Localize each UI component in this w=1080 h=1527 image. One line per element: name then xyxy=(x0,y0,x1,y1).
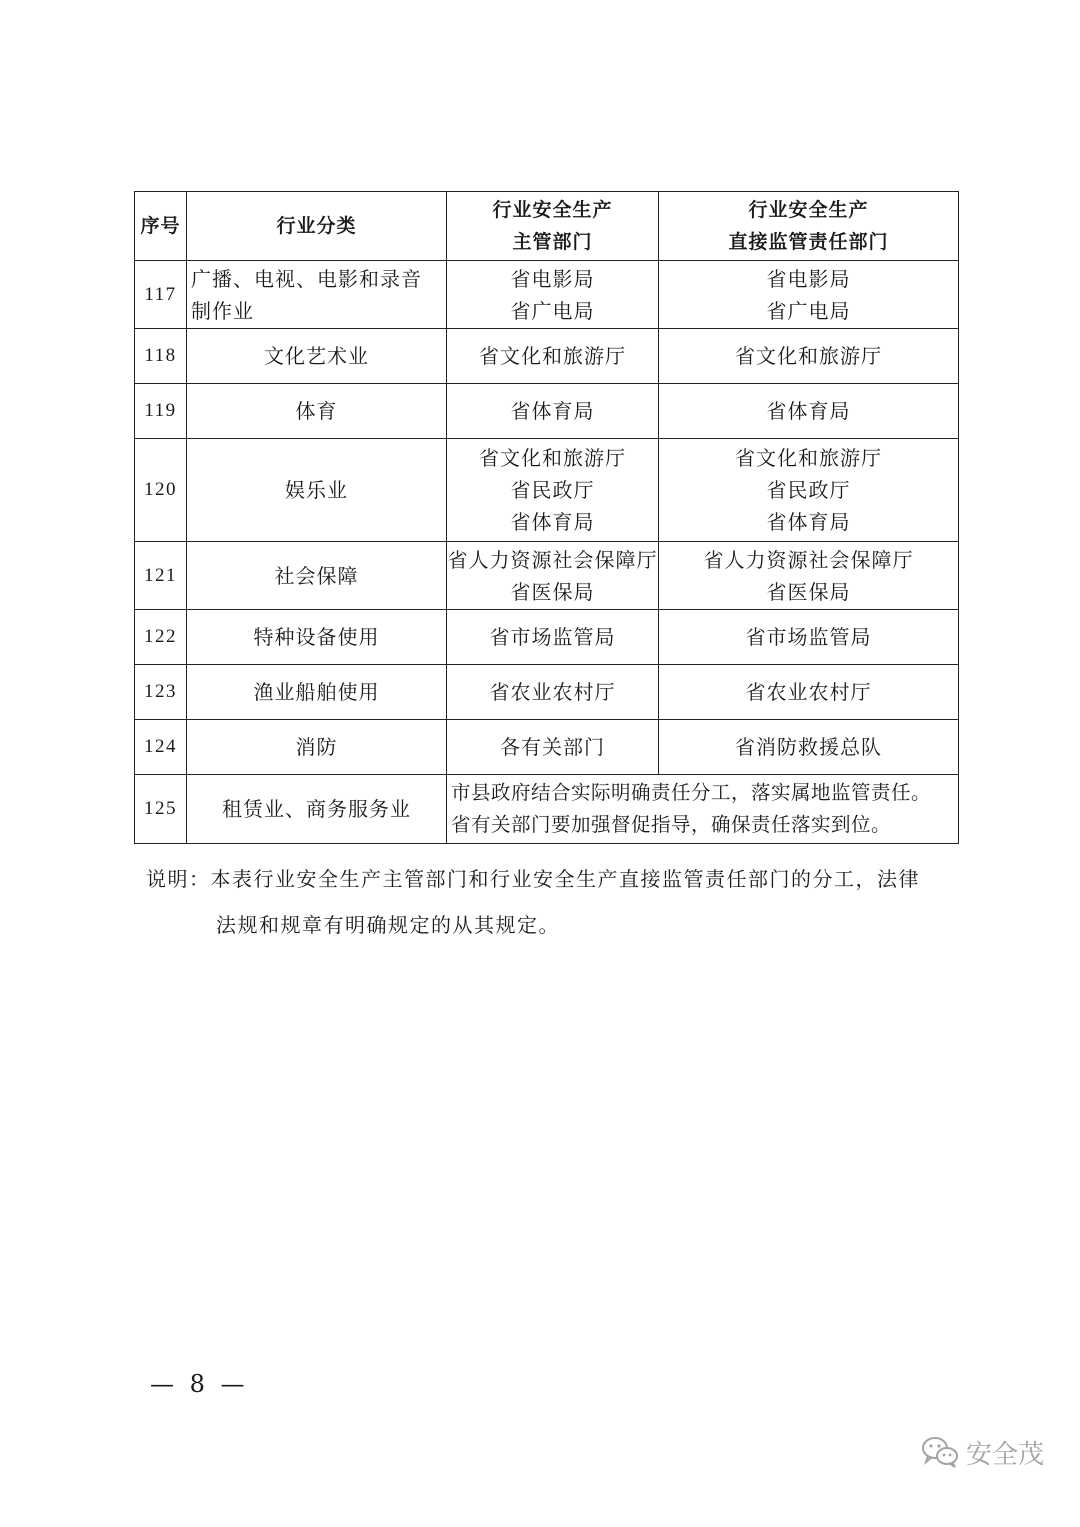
page-number: — 8 — xyxy=(150,1370,249,1398)
row-num: 123 xyxy=(135,665,187,720)
table-row xyxy=(135,665,959,720)
row-main-dept: 各有关部门 xyxy=(447,720,659,775)
row-category: 社会保障 xyxy=(187,542,447,610)
row-category: 渔业船舶使用 xyxy=(187,665,447,720)
row-num: 119 xyxy=(135,384,187,439)
watermark-text: 安全茂 xyxy=(966,1439,1045,1470)
responsibility-table xyxy=(134,191,959,844)
row-main-dept: 省市场监管局 xyxy=(447,610,659,665)
row-category: 娱乐业 xyxy=(187,439,447,542)
row-category: 体育 xyxy=(187,384,447,439)
table-row xyxy=(135,261,959,329)
row-main-dept: 省体育局 xyxy=(447,384,659,439)
table-row xyxy=(135,384,959,439)
watermark xyxy=(920,1432,1044,1472)
row-num: 117 xyxy=(135,261,187,329)
row-category: 文化艺术业 xyxy=(187,329,447,384)
table-row xyxy=(135,329,959,384)
row-merged-note: 市县政府结合实际明确责任分工，落实属地监管责任。 省有关部门要加强督促指导，确保责任落实到位。 xyxy=(447,775,959,844)
row-supervision-dept: 省市场监管局 xyxy=(659,610,959,665)
table-row xyxy=(135,775,959,844)
header-supervision-dept: 行业安全生产 直接监管责任部门 xyxy=(659,192,959,261)
row-supervision-dept: 省体育局 xyxy=(659,384,959,439)
row-category: 租赁业、商务服务业 xyxy=(187,775,447,844)
table-note xyxy=(146,856,946,948)
row-supervision-dept: 省电影局 省广电局 xyxy=(659,261,959,329)
row-num: 124 xyxy=(135,720,187,775)
row-category: 广播、电视、电影和录音 制作业 xyxy=(187,261,447,329)
row-category: 特种设备使用 xyxy=(187,610,447,665)
wechat-icon xyxy=(920,1434,960,1470)
header-main-dept: 行业安全生产 主管部门 xyxy=(447,192,659,261)
row-supervision-dept: 省农业农村厅 xyxy=(659,665,959,720)
header-num: 序号 xyxy=(135,192,187,261)
table-row xyxy=(135,610,959,665)
table-header-row xyxy=(135,192,959,261)
row-category: 消防 xyxy=(187,720,447,775)
table-row xyxy=(135,720,959,775)
row-supervision-dept: 省文化和旅游厅 xyxy=(659,329,959,384)
row-supervision-dept: 省人力资源社会保障厅 省医保局 xyxy=(659,542,959,610)
row-num: 125 xyxy=(135,775,187,844)
row-num: 118 xyxy=(135,329,187,384)
row-num: 122 xyxy=(135,610,187,665)
header-category: 行业分类 xyxy=(187,192,447,261)
row-main-dept: 省文化和旅游厅 xyxy=(447,329,659,384)
table-row xyxy=(135,439,959,542)
table-row xyxy=(135,542,959,610)
row-supervision-dept: 省文化和旅游厅 省民政厅 省体育局 xyxy=(659,439,959,542)
row-supervision-dept: 省消防救援总队 xyxy=(659,720,959,775)
row-main-dept: 省电影局 省广电局 xyxy=(447,261,659,329)
row-main-dept: 省文化和旅游厅 省民政厅 省体育局 xyxy=(447,439,659,542)
row-main-dept: 省人力资源社会保障厅 省医保局 xyxy=(447,542,659,610)
note-line-2: 法规和规章有明确规定的从其规定。 xyxy=(216,913,560,937)
row-main-dept: 省农业农村厅 xyxy=(447,665,659,720)
row-num: 121 xyxy=(135,542,187,610)
row-num: 120 xyxy=(135,439,187,542)
note-line-1: 说明：本表行业安全生产主管部门和行业安全生产直接监管责任部门的分工，法律 xyxy=(146,867,920,891)
